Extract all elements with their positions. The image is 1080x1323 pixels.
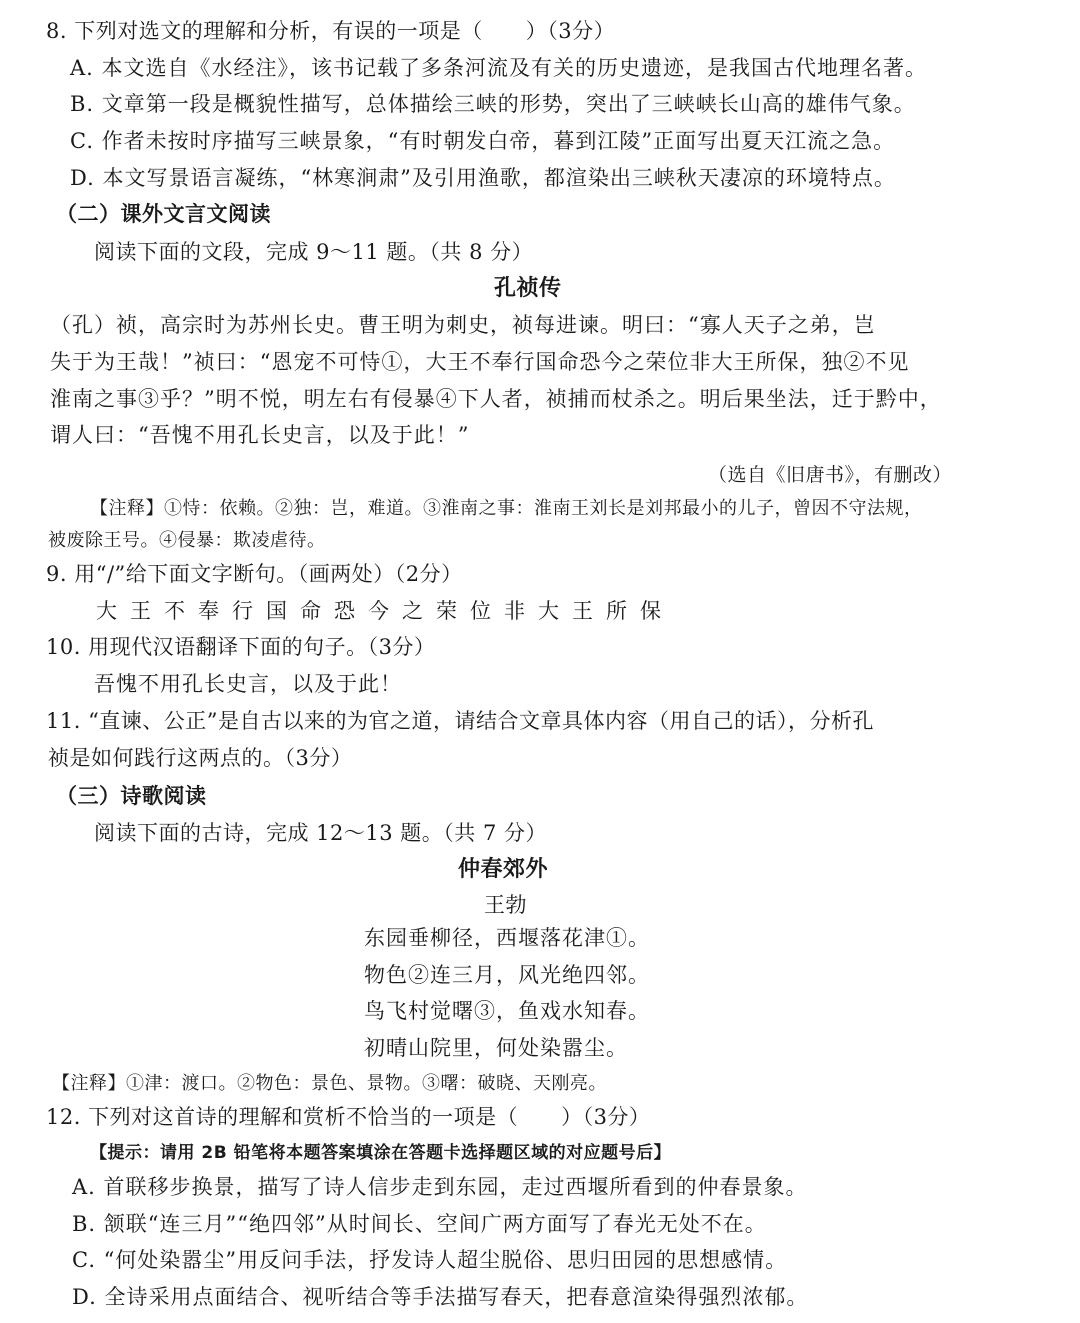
passage-title: 孔祯传 [494,276,562,301]
q9-text: 大王不奉行国命恐今之荣位非大王所保 [96,599,674,623]
poem-title: 仲春郊外 [458,857,549,882]
section3-instruction: 阅读下面的古诗，完成 12～13 题。（共 7 分） [94,821,548,845]
q12-stem: 12. 下列对这首诗的理解和赏析不恰当的一项是（ ）（3分） [46,1105,651,1129]
passage-line-1: （孔）祯，高宗时为苏州长史。曹王明为刺史，祯每进谏。明曰：“寡人天子之弟，岂 [50,313,876,337]
q8-option-a: A. 本文选自《水经注》，该书记载了多条河流及有关的历史遗迹，是我国古代地理名著。 [70,56,928,80]
q12-tip: 【提示：请用 2B 铅笔将本题答案填涂在答题卡选择题区域的对应题号后】 [90,1143,672,1163]
poem-notes: 【注释】①津：渡口。②物色：景色、景物。③曙：破晓、天刚亮。 [52,1073,607,1094]
poem-line-3: 鸟飞村觉曙③，鱼戏水知春。 [364,999,650,1023]
section3-heading: （三）诗歌阅读 [56,784,207,808]
passage-notes-line-1: 【注释】①恃：依赖。②独：岂，难道。③淮南之事：淮南王刘长是刘邦最小的儿子，曾因不守法规， [90,498,923,519]
q12-option-a: A. 首联移步换景，描写了诗人信步走到东园，走过西堰所看到的仲春景象。 [72,1175,808,1199]
q12-option-b: B. 颔联“连三月”“绝四邻”从时间长、空间广两方面写了春光无处不在。 [72,1212,767,1236]
q12-option-c: C. “何处染嚣尘”用反问手法，抒发诗人超尘脱俗、思归田园的思想感情。 [72,1248,788,1272]
q11-line-1: 11. “直谏、公正”是自古以来的为官之道，请结合文章具体内容（用自己的话），分析孔 [46,709,875,733]
q10-text: 吾愧不用孔长史言，以及于此！ [94,672,402,696]
passage-line-4: 谓人曰：“吾愧不用孔长史言，以及于此！” [50,423,470,447]
poem-line-2: 物色②连三月，风光绝四邻。 [364,963,650,987]
q12-option-d: D. 全诗采用点面结合、视听结合等手法描写春天，把春意渲染得强烈浓郁。 [72,1285,809,1309]
q11-line-2: 祯是如何践行这两点的。（3分） [48,746,353,770]
passage-source: （选自《旧唐书》，有删改） [708,464,953,486]
section2-instruction: 阅读下面的文段，完成 9～11 题。（共 8 分） [94,240,534,264]
passage-line-3: 淮南之事③乎？”明不悦，明左右有侵暴④下人者，祯捕而杖杀之。明后果坐法，迁于黔中， [50,387,942,411]
poem-author: 王勃 [484,893,527,917]
poem-line-1: 东园垂柳径，西堰落花津①。 [364,926,650,950]
section2-heading: （二）课外文言文阅读 [56,202,271,226]
poem-line-4: 初晴山院里，何处染嚣尘。 [364,1036,628,1060]
q8-option-c: C. 作者未按时序描写三峡景象，“有时朝发白帝，暮到江陵”正面写出夏天江流之急。 [70,129,896,153]
q8-option-b: B. 文章第一段是概貌性描写，总体描绘三峡的形势，突出了三峡峡长山高的雄伟气象。 [70,92,916,116]
q8-stem: 8. 下列对选文的理解和分析，有误的一项是（ ）（3分） [46,19,616,43]
q9-stem: 9. 用“/”给下面文字断句。（画两处）（2分） [46,562,463,586]
passage-line-2: 失于为王哉！”祯曰：“恩宠不可恃①，大王不奉行国命恐今之荣位非大王所保，独②不见 [50,350,910,374]
passage-notes-line-2: 被废除王号。④侵暴：欺凌虐待。 [48,530,326,551]
q10-stem: 10. 用现代汉语翻译下面的句子。（3分） [46,635,436,659]
q8-option-d: D. 本文写景语言凝练，“林寒涧肃”及引用渔歌，都渲染出三峡秋天凄凉的环境特点。 [70,166,896,190]
